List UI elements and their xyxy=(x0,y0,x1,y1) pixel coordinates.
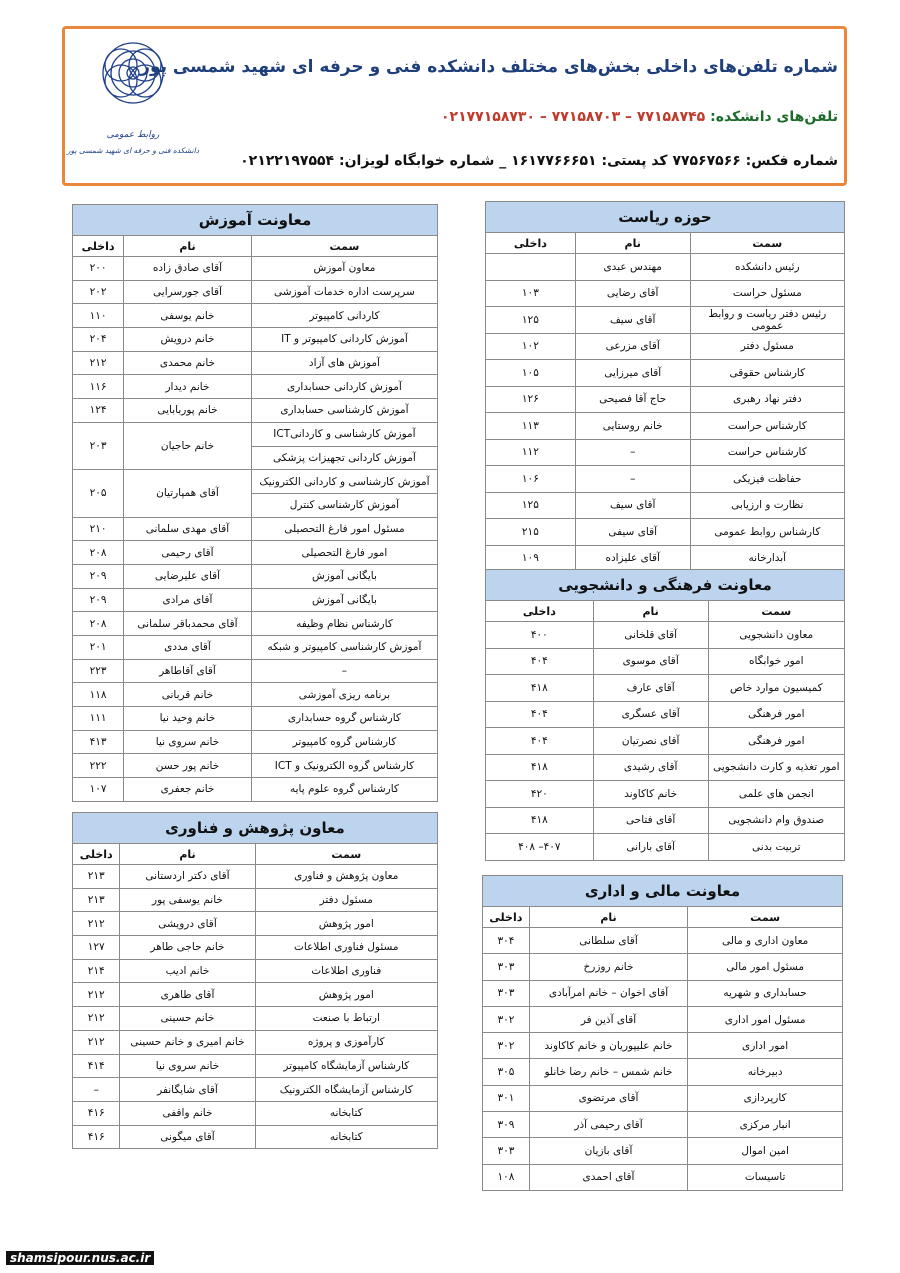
cell-role: کمیسیون موارد خاص xyxy=(708,675,844,702)
cell-name: خانم ادیب xyxy=(120,959,255,983)
table-row xyxy=(486,413,845,440)
table-row xyxy=(73,422,438,446)
cell-name: خانم قربانی xyxy=(124,683,252,707)
cell-role: معاون دانشجویی xyxy=(708,622,844,649)
cell-name: آقای مهدی سلمانی xyxy=(124,517,252,541)
table-row xyxy=(486,701,845,728)
cell-ext: ۳۰۵ xyxy=(483,1059,530,1085)
cell-ext: ۳۰۲ xyxy=(483,1033,530,1059)
cell-role: امور فارغ التحصیلی xyxy=(251,541,437,565)
table-row xyxy=(73,541,438,565)
cell-ext: ۱۱۰ xyxy=(73,304,124,328)
logo-caption-2: دانشکده فنی و حرفه ای شهید شمسی پور xyxy=(66,146,200,155)
cell-ext: ۴۱۴ xyxy=(73,1054,120,1078)
cell-role: امور فرهنگی xyxy=(708,728,844,755)
table-row xyxy=(73,399,438,423)
cell-ext: ۴۰۷– ۴۰۸ xyxy=(486,834,594,861)
cell-ext: ۲۱۲ xyxy=(73,983,120,1007)
col-name: نام xyxy=(124,236,252,257)
header-box xyxy=(62,26,847,186)
cell-ext: ۱۲۶ xyxy=(486,386,576,413)
cell-ext: ۴۲۰ xyxy=(486,781,594,808)
cell-name: خانم روستایی xyxy=(575,413,690,440)
cell-ext: ۲۰۰ xyxy=(73,257,124,281)
cell-ext: ۲۰۹ xyxy=(73,588,124,612)
table-row xyxy=(73,375,438,399)
table-row xyxy=(486,439,845,466)
table-row xyxy=(73,564,438,588)
table-row xyxy=(73,470,438,494)
table-row xyxy=(73,936,438,960)
cell-role: کارآموزی و پروژه xyxy=(255,1030,438,1054)
cell-name: آقای سیف xyxy=(575,307,690,334)
cell-ext: ۳۰۱ xyxy=(483,1085,530,1111)
panel-riasat xyxy=(485,201,845,572)
cell-role: امور پژوهش xyxy=(255,983,438,1007)
cell-ext: ۱۰۹ xyxy=(486,545,576,572)
footer xyxy=(0,1244,900,1273)
cell-role: کارپردازی xyxy=(688,1085,843,1111)
cell-name: آقای سیفی xyxy=(575,519,690,546)
table-row xyxy=(73,1125,438,1149)
table-row xyxy=(73,754,438,778)
cell-name: آقای طاهری xyxy=(120,983,255,1007)
cell-role: کارشناس حراست xyxy=(690,413,844,440)
table-row xyxy=(73,612,438,636)
cell-ext: ۳۰۲ xyxy=(483,1006,530,1032)
table-title: معاون پژوهش و فناوری xyxy=(73,813,438,844)
cell-role: مسئول امور فارغ التحصیلی xyxy=(251,517,437,541)
cell-name: خانم وحید نیا xyxy=(124,707,252,731)
table-row xyxy=(73,659,438,683)
cell-name: آقای سیف xyxy=(575,492,690,519)
table-row xyxy=(73,351,438,375)
cell-ext: ۱۲۷ xyxy=(73,936,120,960)
table-row xyxy=(73,707,438,731)
col-role: سمت xyxy=(251,236,437,257)
col-role: سمت xyxy=(708,601,844,622)
cell-role: آموزش کارشناسی و کاردانیICT xyxy=(251,422,437,446)
col-name: نام xyxy=(529,907,687,928)
table-row xyxy=(73,983,438,1007)
cell-role: دبیرخانه xyxy=(688,1059,843,1085)
cell-ext: ۴۱۸ xyxy=(486,754,594,781)
cell-ext: ۴۱۸ xyxy=(486,807,594,834)
cell-role: مسئول حراست xyxy=(690,280,844,307)
fax-line: شماره فکس: ۷۷۵۶۷۵۶۶ کد پستی: ۱۶۱۷۷۶۶۶۵۱ _ شماره خوابگاه لویزان: ۰۲۱۲۲۱۹۷۵۵۴ xyxy=(240,153,838,169)
footer-site[interactable]: shamsipour.nus.ac.ir xyxy=(6,1251,154,1265)
table-row xyxy=(486,333,845,360)
cell-role: کارشناس گروه علوم پایه xyxy=(251,778,437,802)
panel-farhangi xyxy=(485,569,845,861)
cell-role: کارشناس نظام وظیفه xyxy=(251,612,437,636)
cell-ext: ۴۰۰ xyxy=(486,622,594,649)
cell-name: خانم پور حسن xyxy=(124,754,252,778)
cell-role: آبدارخانه xyxy=(690,545,844,572)
cell-name: آقای علیرضایی xyxy=(124,564,252,588)
col-role: سمت xyxy=(688,907,843,928)
cell-role: تربیت بدنی xyxy=(708,834,844,861)
cell-role: معاون آموزش xyxy=(251,257,437,281)
cell-ext: ۲۰۵ xyxy=(73,470,124,517)
table-row xyxy=(73,1030,438,1054)
cell-name: آقای آقاطاهر xyxy=(124,659,252,683)
cell-role: آموزش کاردانی تجهیزات پزشکی xyxy=(251,446,437,470)
panel-mali xyxy=(482,875,843,1191)
cell-role: مسئول دفتر xyxy=(255,888,438,912)
panel-pajouhesh xyxy=(72,812,438,1149)
col-name: نام xyxy=(575,233,690,254)
table-row xyxy=(73,280,438,304)
table-row xyxy=(483,1033,843,1059)
cell-role: انبار مرکزی xyxy=(688,1112,843,1138)
cell-ext: ۱۰۵ xyxy=(486,360,576,387)
cell-ext: ۱۰۲ xyxy=(486,333,576,360)
cell-role: آموزش کارشناسی کامپیوتر و شبکه xyxy=(251,636,437,660)
cell-name: خانم پوربابایی xyxy=(124,399,252,423)
cell-name: آقای رحیمی آذر xyxy=(529,1112,687,1138)
table-row xyxy=(73,865,438,889)
cell-ext: ۲۱۲ xyxy=(73,351,124,375)
table-row xyxy=(483,954,843,980)
table-row xyxy=(73,778,438,802)
col-name: نام xyxy=(593,601,708,622)
cell-role: انجمن های علمی xyxy=(708,781,844,808)
cell-role: مسئول فناوری اطلاعات xyxy=(255,936,438,960)
cell-role: کاردانی کامپیوتر xyxy=(251,304,437,328)
table-row xyxy=(73,730,438,754)
cell-ext: ۴۱۸ xyxy=(486,675,594,702)
cell-role: معاون اداری و مالی xyxy=(688,928,843,954)
cell-name: آقای جورسرایی xyxy=(124,280,252,304)
table-row xyxy=(486,280,845,307)
cell-name: آقای آذین فر xyxy=(529,1006,687,1032)
cell-name: آقای مرادی xyxy=(124,588,252,612)
cell-role: رئیس دانشکده xyxy=(690,254,844,281)
panel-amuzesh xyxy=(72,204,438,802)
table-row xyxy=(486,728,845,755)
table-row xyxy=(73,328,438,352)
cell-ext: ۲۰۳ xyxy=(73,422,124,469)
cell-role: رئیس دفتر ریاست و روابط عمومی xyxy=(690,307,844,334)
cell-ext: ۱۱۲ xyxy=(486,439,576,466)
cell-name: آقای مزرعی xyxy=(575,333,690,360)
cell-role: برنامه ریزی آموزشی xyxy=(251,683,437,707)
cell-name: خانم حسینی xyxy=(120,1007,255,1031)
cell-name: آقای میرزایی xyxy=(575,360,690,387)
phones-value: ۷۷۱۵۸۷۴۵ – ۷۷۱۵۸۷۰۳ – ۰۲۱۷۷۱۵۸۷۳۰ xyxy=(441,109,706,125)
cell-ext: ۱۱۳ xyxy=(486,413,576,440)
table-title: حوزه ریاست xyxy=(486,202,845,233)
cell-name: خانم حاجیان xyxy=(124,422,252,469)
cell-name: آقای صادق زاده xyxy=(124,257,252,281)
table-row xyxy=(73,517,438,541)
cell-ext: ۳۰۳ xyxy=(483,1138,530,1164)
cell-name: آقای قلخانی xyxy=(593,622,708,649)
cell-name: آقای رحیمی xyxy=(124,541,252,565)
cell-ext: ۲۰۱ xyxy=(73,636,124,660)
cell-name: آقای مددی xyxy=(124,636,252,660)
cell-name: آقای همپارتیان xyxy=(124,470,252,517)
table-row xyxy=(483,1138,843,1164)
cell-role: حفاظت فیزیکی xyxy=(690,466,844,493)
cell-ext: ۴۱۳ xyxy=(73,730,124,754)
table-row xyxy=(483,1006,843,1032)
cell-ext: ۲۰۸ xyxy=(73,612,124,636)
cell-ext: ۳۰۴ xyxy=(483,928,530,954)
cell-ext: ۱۰۷ xyxy=(73,778,124,802)
cell-role: صندوق وام دانشجویی xyxy=(708,807,844,834)
table-row xyxy=(486,254,845,281)
cell-name: خانم حاجی طاهر xyxy=(120,936,255,960)
cell-role: آموزش کاردانی حسابداری xyxy=(251,375,437,399)
table-row xyxy=(73,1078,438,1102)
table-row xyxy=(486,754,845,781)
cell-ext: ۲۰۲ xyxy=(73,280,124,304)
cell-role: امور تغذیه و کارت دانشجویی xyxy=(708,754,844,781)
cell-role: دفتر نهاد رهبری xyxy=(690,386,844,413)
cell-role: – xyxy=(251,659,437,683)
table-title: معاونت مالی و اداری xyxy=(483,876,843,907)
col-ext: داخلی xyxy=(483,907,530,928)
table-row xyxy=(483,1085,843,1111)
table-row xyxy=(73,959,438,983)
cell-name: خانم دیدار xyxy=(124,375,252,399)
table-row xyxy=(73,1101,438,1125)
table-title: معاونت فرهنگی و دانشجویی xyxy=(486,570,845,601)
table-row xyxy=(483,1059,843,1085)
table-row xyxy=(486,307,845,334)
page-title: شماره تلفن‌های داخلی بخش‌های مختلف دانشکده فنی و حرفه ای شهید شمسی پور xyxy=(140,57,838,77)
table-riasat xyxy=(485,201,845,572)
cell-role: آموزش کارشناسی کنترل xyxy=(251,493,437,517)
cell-ext: ۱۱۸ xyxy=(73,683,124,707)
cell-name: آقای محمدباقر سلمانی xyxy=(124,612,252,636)
table-row xyxy=(73,636,438,660)
cell-name: آقای عارف xyxy=(593,675,708,702)
table-row xyxy=(486,648,845,675)
cell-ext: ۲۱۲ xyxy=(73,1030,120,1054)
table-row xyxy=(486,360,845,387)
table-row xyxy=(483,1164,843,1190)
phones-label: تلفن‌های دانشکده: xyxy=(710,109,838,125)
cell-role: کارشناس روابط عمومی xyxy=(690,519,844,546)
table-row xyxy=(73,912,438,936)
cell-role: کارشناس گروه حسابداری xyxy=(251,707,437,731)
table-row xyxy=(486,622,845,649)
cell-name: خانم کاکاوند xyxy=(593,781,708,808)
table-row xyxy=(486,781,845,808)
cell-role: مسئول امور مالی xyxy=(688,954,843,980)
cell-ext: ۲۲۳ xyxy=(73,659,124,683)
table-row xyxy=(486,386,845,413)
cell-ext xyxy=(486,254,576,281)
cell-name: خانم محمدی xyxy=(124,351,252,375)
cell-ext: ۱۰۶ xyxy=(486,466,576,493)
table-row xyxy=(73,588,438,612)
cell-ext: ۳۰۹ xyxy=(483,1112,530,1138)
cell-name: آقای علیزاده xyxy=(575,545,690,572)
table-row xyxy=(486,834,845,861)
cell-role: کتابخانه xyxy=(255,1125,438,1149)
cell-ext: ۲۱۲ xyxy=(73,912,120,936)
cell-role: نظارت و ارزیابی xyxy=(690,492,844,519)
cell-role: کارشناس آزمایشگاه الکترونیک xyxy=(255,1078,438,1102)
col-ext: داخلی xyxy=(73,844,120,865)
cell-ext: ۴۰۴ xyxy=(486,728,594,755)
cell-name: آقای عسگری xyxy=(593,701,708,728)
cell-name: آقای نصرتیان xyxy=(593,728,708,755)
phones-line xyxy=(441,109,838,125)
cell-role: بایگانی آموزش xyxy=(251,564,437,588)
cell-ext: ۳۰۳ xyxy=(483,980,530,1006)
cell-role: کارشناس گروه کامپیوتر xyxy=(251,730,437,754)
cell-role: کارشناس آزمایشگاه کامپیوتر xyxy=(255,1054,438,1078)
cell-ext: ۴۱۶ xyxy=(73,1125,120,1149)
cell-name: آقای مرتضوی xyxy=(529,1085,687,1111)
cell-ext: ۴۰۴ xyxy=(486,648,594,675)
cell-name: خانم درویش xyxy=(124,328,252,352)
cell-ext: ۲۱۴ xyxy=(73,959,120,983)
table-row xyxy=(486,466,845,493)
table-row xyxy=(486,675,845,702)
cell-role: امور فرهنگی xyxy=(708,701,844,728)
cell-name: خانم یوسفی xyxy=(124,304,252,328)
cell-name: آقای درویشی xyxy=(120,912,255,936)
cell-ext: ۳۰۳ xyxy=(483,954,530,980)
table-row xyxy=(73,888,438,912)
cell-name: آقای شایگانفر xyxy=(120,1078,255,1102)
cell-name: آقای اخوان – خانم امرآبادی xyxy=(529,980,687,1006)
cell-role: امین اموال xyxy=(688,1138,843,1164)
cell-name: آقای بارانی xyxy=(593,834,708,861)
cell-role: آموزش کارشناسی حسابداری xyxy=(251,399,437,423)
cell-name: آقای موسوی xyxy=(593,648,708,675)
cell-ext: ۱۰۸ xyxy=(483,1164,530,1190)
cell-name: آقای سلطانی xyxy=(529,928,687,954)
cell-role: امور اداری xyxy=(688,1033,843,1059)
cell-ext: ۲۰۹ xyxy=(73,564,124,588)
table-mali xyxy=(482,875,843,1191)
cell-ext: ۲۱۳ xyxy=(73,865,120,889)
col-ext: داخلی xyxy=(486,601,594,622)
table-amuzesh xyxy=(72,204,438,802)
cell-ext: ۲۱۰ xyxy=(73,517,124,541)
table-farhangi xyxy=(485,569,845,861)
table-row xyxy=(73,683,438,707)
cell-role: سرپرست اداره خدمات آموزشی xyxy=(251,280,437,304)
cell-ext: – xyxy=(73,1078,120,1102)
table-row xyxy=(73,1007,438,1031)
table-row xyxy=(486,807,845,834)
table-row xyxy=(486,545,845,572)
cell-ext: ۱۱۶ xyxy=(73,375,124,399)
col-name: نام xyxy=(120,844,255,865)
col-ext: داخلی xyxy=(73,236,124,257)
cell-role: کتابخانه xyxy=(255,1101,438,1125)
cell-ext: ۱۲۵ xyxy=(486,307,576,334)
table-pajouhesh xyxy=(72,812,438,1149)
cell-name: آقای احمدی xyxy=(529,1164,687,1190)
cell-name: – xyxy=(575,439,690,466)
cell-name: خانم شمس – خانم رضا خانلو xyxy=(529,1059,687,1085)
cell-role: امور خوابگاه xyxy=(708,648,844,675)
cell-role: امور پژوهش xyxy=(255,912,438,936)
cell-role: معاون پژوهش و فناوری xyxy=(255,865,438,889)
cell-name: آقای میگونی xyxy=(120,1125,255,1149)
cell-name: مهندس عبدی xyxy=(575,254,690,281)
cell-name: خانم روزرخ xyxy=(529,954,687,980)
cell-role: کارشناس گروه الکترونیک و ICT xyxy=(251,754,437,778)
cell-role: مسئول دفتر xyxy=(690,333,844,360)
col-ext: داخلی xyxy=(486,233,576,254)
cell-ext: ۴۱۶ xyxy=(73,1101,120,1125)
cell-name: خانم جعفری xyxy=(124,778,252,802)
cell-name: آقای بازیان xyxy=(529,1138,687,1164)
cell-name: – xyxy=(575,466,690,493)
cell-name: خانم واقفی xyxy=(120,1101,255,1125)
col-role: سمت xyxy=(255,844,438,865)
cell-name: خانم سروی نیا xyxy=(124,730,252,754)
cell-ext: ۲۲۲ xyxy=(73,754,124,778)
cell-name: آقای دکتر اردستانی xyxy=(120,865,255,889)
cell-ext: ۲۱۵ xyxy=(486,519,576,546)
cell-role: کارشناس حقوقی xyxy=(690,360,844,387)
cell-role: ارتباط با صنعت xyxy=(255,1007,438,1031)
cell-ext: ۲۱۲ xyxy=(73,1007,120,1031)
cell-ext: ۱۰۳ xyxy=(486,280,576,307)
table-row xyxy=(486,492,845,519)
table-row xyxy=(73,1054,438,1078)
cell-role: آموزش های آزاد xyxy=(251,351,437,375)
logo-caption-1: روابط عمومی xyxy=(106,130,160,140)
cell-ext: ۲۰۸ xyxy=(73,541,124,565)
cell-role: مسئول امور اداری xyxy=(688,1006,843,1032)
cell-role: کارشناس حراست xyxy=(690,439,844,466)
cell-role: فناوری اطلاعات xyxy=(255,959,438,983)
cell-ext: ۱۱۱ xyxy=(73,707,124,731)
table-row xyxy=(73,304,438,328)
cell-ext: ۴۰۴ xyxy=(486,701,594,728)
table-row xyxy=(486,519,845,546)
table-row xyxy=(483,928,843,954)
table-row xyxy=(483,980,843,1006)
cell-name: خانم امیری و خانم حسینی xyxy=(120,1030,255,1054)
cell-name: حاج آقا فصیحی xyxy=(575,386,690,413)
cell-ext: ۲۱۳ xyxy=(73,888,120,912)
cell-name: خانم علیپوریان و خانم کاکاوند xyxy=(529,1033,687,1059)
cell-role: آموزش کارشناسی و کاردانی الکترونیک xyxy=(251,470,437,494)
table-title: معاونت آموزش xyxy=(73,205,438,236)
cell-ext: ۱۲۵ xyxy=(486,492,576,519)
cell-name: خانم سروی نیا xyxy=(120,1054,255,1078)
cell-ext: ۱۲۴ xyxy=(73,399,124,423)
col-role: سمت xyxy=(690,233,844,254)
cell-role: آموزش کاردانی کامپیوتر و IT xyxy=(251,328,437,352)
cell-name: آقای فتاحی xyxy=(593,807,708,834)
cell-role: تاسیسات xyxy=(688,1164,843,1190)
table-row xyxy=(483,1112,843,1138)
cell-name: آقای رشیدی xyxy=(593,754,708,781)
cell-ext: ۲۰۴ xyxy=(73,328,124,352)
table-row xyxy=(73,257,438,281)
cell-name: خانم یوسفی پور xyxy=(120,888,255,912)
cell-role: بایگانی آموزش xyxy=(251,588,437,612)
cell-role: حسابداری و شهریه xyxy=(688,980,843,1006)
cell-name: آقای رضایی xyxy=(575,280,690,307)
